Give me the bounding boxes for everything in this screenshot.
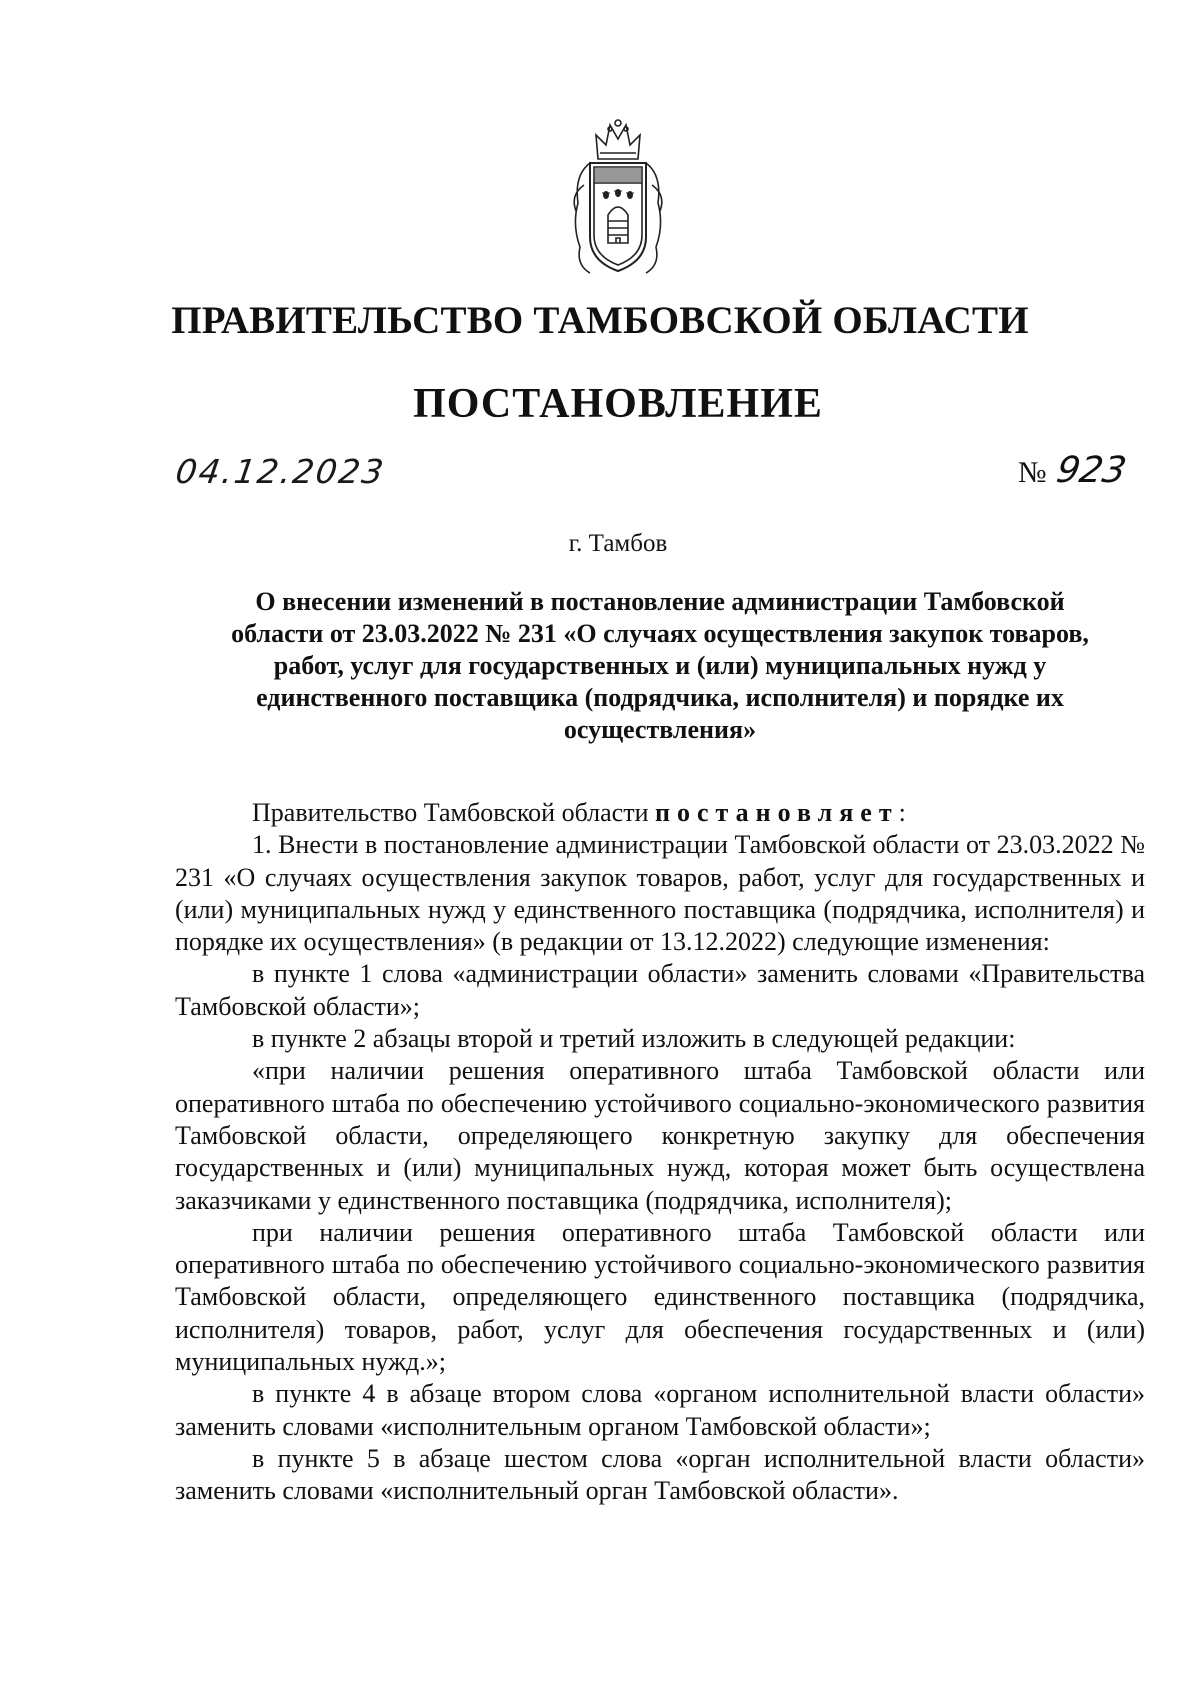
coat-of-arms-icon: [560, 115, 676, 283]
document-number: [1018, 450, 1129, 491]
document-type-heading: ПОСТАНОВЛЕНИЕ: [413, 381, 823, 427]
document-subject: О внесении изменений в постановление администрации Тамбовской области от 23.03.2022 № 231 «О случаях осуществления закупок товаров, работ, услуг для государственных и (или) муниципальных нужд у единственного поставщика (подрядчика, исполнителя) и порядке их осуществления»: [231, 587, 1089, 744]
body-paragraph: в пункте 5 в абзаце шестом слова «орган исполнительной власти области» заменить словами «исполнительный орган Тамбовской области».: [175, 1443, 1145, 1506]
preamble-end: :: [898, 798, 906, 827]
body-paragraph: в пункте 4 в абзаце втором слова «органом исполнительной власти области» заменить словами «исполнительным органом Тамбовской области»;: [175, 1379, 1145, 1441]
body-paragraph: при наличии решения оперативного штаба Тамбовской области или оперативного штаба по обеспечению устойчивого социально-экономического развития Тамбовской области, определяющего единственного поставщика (подрядчика, исполнителя) товаров, работ, услуг для обеспечения государственных и (или) муниципальных нужд.»;: [175, 1217, 1145, 1377]
handwritten-date: 04.12.2023: [173, 452, 388, 491]
preamble-action: постановляет: [655, 798, 899, 827]
number-sign: №: [1018, 456, 1047, 489]
handwritten-number: 923: [1053, 450, 1129, 491]
preamble-text: Правительство Тамбовской области: [252, 798, 655, 827]
body-paragraph: в пункте 2 абзацы второй и третий изложить в следующей редакции:: [252, 1024, 1016, 1054]
document-body: [175, 797, 1145, 1508]
body-paragraph: 1. Внести в постановление администрации Тамбовской области от 23.03.2022 № 231 «О случаях осуществления закупок товаров, работ, услуг для государственных и (или) муниципальных нужд у единственного поставщика (подрядчика, исполнителя) и порядке их осуществления» (в редакции от 13.12.2022) следующие изменения:: [175, 830, 1145, 957]
body-paragraph: «при наличии решения оперативного штаба Тамбовской области или оперативного штаба по обеспечению устойчивого социально-экономического развития Тамбовской области, определяющего конкретную закупку для обеспечения государственных и (или) муниципальных нужд, которая может быть осуществлена заказчиками у единственного поставщика (подрядчика, исполнителя);: [175, 1056, 1145, 1215]
organization-title: ПРАВИТЕЛЬСТВО ТАМБОВСКОЙ ОБЛАСТИ: [171, 299, 1029, 342]
preamble-paragraph: [175, 797, 1145, 829]
body-paragraph: в пункте 1 слова «администрации области» заменить словами «Правительства Тамбовской области»;: [175, 959, 1145, 1021]
city-line: г. Тамбов: [568, 530, 668, 557]
